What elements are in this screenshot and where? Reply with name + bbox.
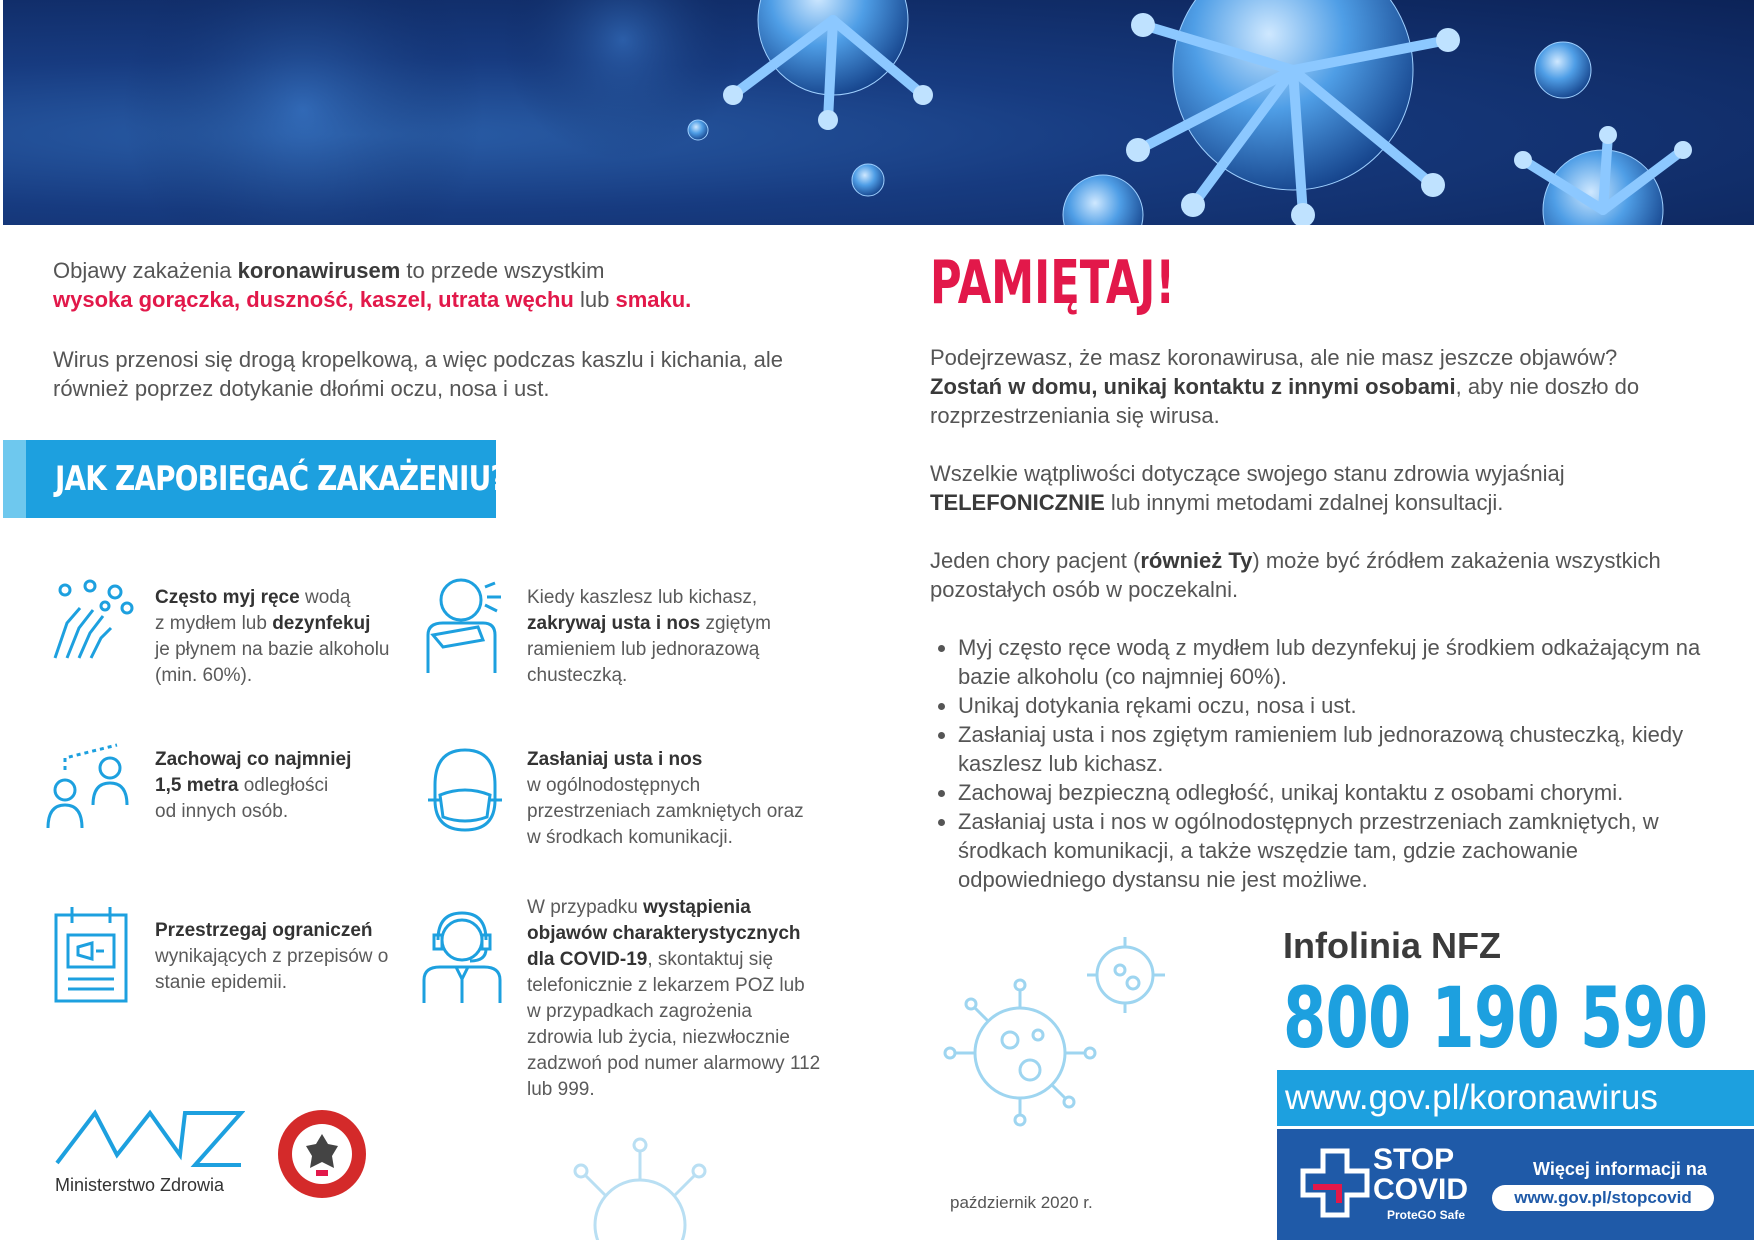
remember-bullet-list (930, 633, 1720, 894)
remember-paragraph-stay-home (930, 343, 1720, 430)
tip-text-part: Kiedy kaszlesz lub kichasz, (527, 587, 758, 608)
remember-paragraph-patient (930, 546, 1720, 604)
tip-contact-doctor (527, 895, 822, 1103)
remember-text-part: Podejrzewasz, że masz koronawirusa, ale nie masz jeszcze objawów? (930, 345, 1618, 370)
tip-text-part: je płynem na bazie alkoholu (min. 60%). (155, 639, 390, 686)
list-item: • Zachowaj bezpieczną odległość, unikaj kontaktu z osobami chorymi. (958, 778, 1720, 807)
tip-cover-cough (527, 585, 797, 689)
tip-text-part: od innych osób. (155, 801, 289, 822)
section-header-prevention (3, 440, 506, 518)
remember-text-part: Wszelkie wątpliwości dotyczące swojego stanu zdrowia wyjaśniaj (930, 461, 1565, 486)
remember-text-part: lub innymi metodami zdalnej konsultacji. (1104, 490, 1504, 515)
tip-text-part: z mydłem lub (155, 613, 273, 634)
face-mask-icon (425, 745, 505, 840)
virus-outline-large-icon (930, 935, 1190, 1135)
list-item: • Zasłaniaj usta i nos w ogólnodostępnych przestrzeniach zamkniętych, w środkach komunikacji, a także wszędzie tam, gdzie zachowanie odpowiedniego dystansu nie jest możliwe. (958, 807, 1720, 894)
tip-doctor-bold: wystąpienia objawów charakterystycznych dla COVID-19 (527, 897, 801, 970)
cough-elbow-icon (423, 575, 508, 675)
tip-follow-restrictions (155, 918, 420, 996)
stopcovid-stop: STOP (1373, 1143, 1455, 1176)
tip-text-part: wodą (299, 587, 351, 608)
intro-symptoms-highlight: smaku. (615, 287, 692, 312)
tip-distance-meters: 1,5 metra (155, 775, 239, 796)
intro-text-part: to przede wszystkim (400, 258, 605, 283)
header-banner-image (3, 0, 1754, 225)
list-item: • Zasłaniaj usta i nos zgiętym ramieniem lub jednorazową chusteczką, kiedy kaszlesz lub kichasz. (958, 720, 1720, 778)
tip-wear-mask (527, 747, 807, 851)
publication-date: październik 2020 r. (950, 1193, 1093, 1212)
coronavirus-link-text: www.gov.pl/koronawirus (1285, 1078, 1658, 1117)
tip-text-part: w ogólnodostępnych przestrzeniach zamkniętych oraz w środkach komunikacji. (527, 775, 804, 848)
intro-bold-coronavirus: koronawirusem (237, 258, 401, 283)
stopcovid-covid: COVID (1373, 1173, 1469, 1206)
intro-text-part: lub (573, 287, 616, 312)
remember-paragraph-phone (930, 459, 1720, 517)
remember-title: PAMIĘTAJ! (930, 248, 1176, 318)
tip-wash-disinfect: dezynfekuj (272, 613, 371, 634)
hand-wash-icon (45, 578, 135, 668)
stopcovid-subtitle: ProteGO Safe (1387, 1208, 1466, 1222)
list-item: • Unikaj dotykania rękami oczu, nosa i ust. (958, 691, 1720, 720)
tip-text-part: wynikających z przepisów o stanie epidemii. (155, 946, 389, 993)
infoline-label: Infolinia NFZ (1283, 925, 1501, 966)
section-title: JAK ZAPOBIEGAĆ ZAKAŻENIU? (55, 459, 506, 499)
intro-text-part: Objawy zakażenia (53, 258, 238, 283)
remember-phone-bold: TELEFONICZNIE (930, 490, 1105, 515)
list-item: • Myj często ręce wodą z mydłem lub dezynfekuj je środkiem odkażającym na bazie alkoholu (co najmniej 60%). (958, 633, 1720, 691)
section-header-stripe (3, 440, 26, 518)
seal-emblem (276, 1108, 368, 1200)
doctor-headset-icon (420, 905, 505, 1005)
remember-text (930, 343, 1720, 894)
infoline-number: 800 190 590 (1283, 969, 1708, 1067)
tip-text-part: zgiętym ramieniem lub jednorazową chusteczką. (527, 613, 771, 686)
intro-symptoms-highlight: wysoka gorączka, duszność, kaszel, utrata węchu (53, 287, 574, 312)
tip-mask-bold: Zasłaniaj usta i nos (527, 749, 703, 770)
tip-text-part: W przypadku (527, 897, 644, 918)
tip-keep-distance (155, 747, 415, 825)
tip-wash-hands (155, 585, 415, 689)
remember-stay-home-bold: Zostań w domu, unikaj kontaktu z innymi osobami (930, 374, 1456, 399)
intro-text (53, 256, 813, 434)
tip-text-part: , skontaktuj się telefonicznie z lekarzem POZ lub w przypadkach zagrożenia zdrowia lub życia, niezwłocznie zadzwoń pod numer alarmowy 112 lub 999. (527, 949, 821, 1100)
intro-transmission: Wirus przenosi się drogą kropelkową, a więc podczas kaszlu i kichania, ale również poprzez dotykanie dłońmi oczu, nosa i ust. (53, 347, 784, 401)
regulations-notice-icon (52, 905, 132, 1005)
sanitary-inspection-seal (276, 1108, 368, 1200)
remember-you-too-bold: również Ty (1140, 548, 1253, 573)
tip-distance-bold: Zachowaj co najmniej (155, 749, 352, 770)
stopcovid-more-info: Więcej informacji na (1533, 1159, 1707, 1179)
tip-cough-bold: zakrywaj usta i nos (527, 613, 701, 634)
ministry-logo (55, 1105, 245, 1173)
stopcovid-cross-icon (1299, 1147, 1371, 1219)
remember-text-part: ) może być źródłem zakażenia wszystkich pozostałych osób w poczekalni. (930, 548, 1661, 602)
remember-text-part: , aby nie doszło do rozprzestrzeniania się wirusa. (930, 374, 1640, 428)
tip-wash-bold: Często myj ręce (155, 587, 300, 608)
virus-outline-icon (555, 1135, 725, 1240)
intro-symptoms (53, 256, 813, 314)
ministry-name: Ministerstwo Zdrowia (55, 1175, 225, 1195)
stopcovid-panel (1277, 1129, 1754, 1240)
virus-illustration (3, 0, 1754, 225)
stopcovid-link[interactable]: www.gov.pl/stopcovid (1492, 1185, 1714, 1211)
social-distance-icon (45, 740, 135, 830)
tip-text-part: odległości (238, 775, 329, 796)
remember-text-part: Jeden chory pacjent ( (930, 548, 1141, 573)
tip-restrictions-bold: Przestrzegaj ograniczeń (155, 920, 373, 941)
coronavirus-link[interactable] (1277, 1070, 1754, 1126)
